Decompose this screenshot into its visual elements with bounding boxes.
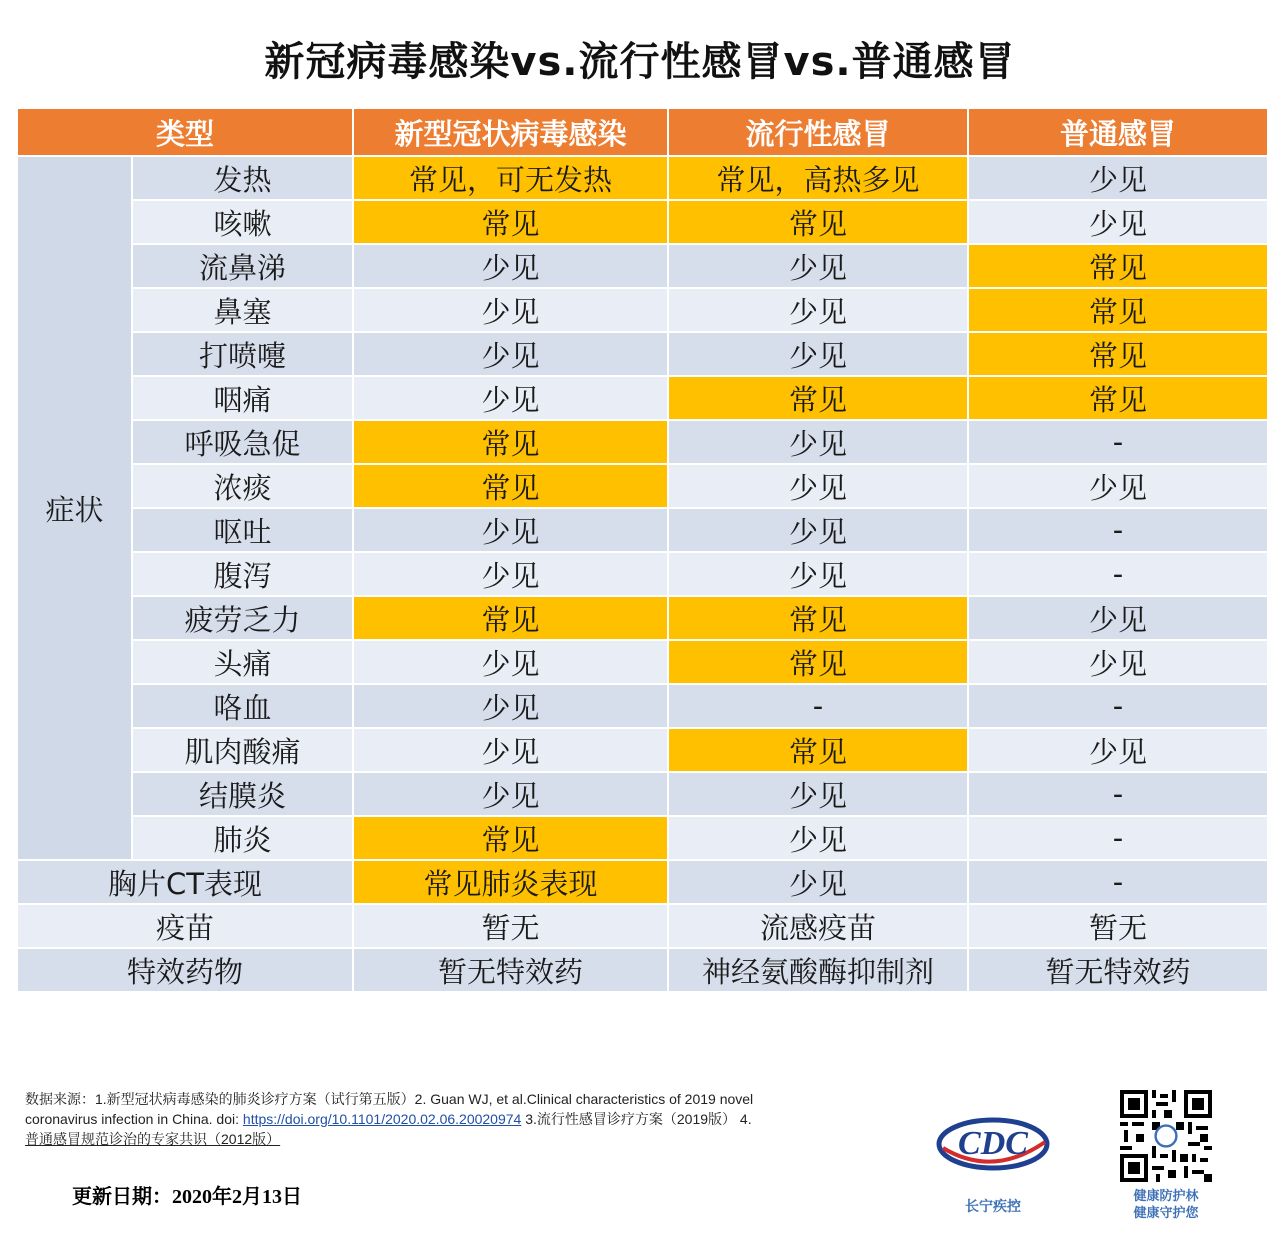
cell-c1: 少见 (353, 244, 668, 288)
table-row (17, 464, 1268, 508)
cell-c2: 少见 (668, 420, 968, 464)
table-row (17, 904, 1268, 948)
table-row (17, 684, 1268, 728)
row-label: 咳嗽 (132, 200, 353, 244)
header-covid: 新型冠状病毒感染 (353, 108, 668, 156)
cell-c1: 常见 (353, 420, 668, 464)
table-row (17, 332, 1268, 376)
cell-c2: 常见 (668, 200, 968, 244)
page-title: 新冠病毒感染vs.流行性感冒vs.普通感冒 (264, 39, 1016, 85)
cell-c3: 暂无特效药 (968, 948, 1268, 992)
symptom-group-label: 症状 (17, 156, 132, 860)
row-label: 发热 (132, 156, 353, 200)
row-label: 鼻塞 (132, 288, 353, 332)
row-label: 腹泻 (132, 552, 353, 596)
row-label: 咽痛 (132, 376, 353, 420)
cell-c2: 常见，高热多见 (668, 156, 968, 200)
cell-c3: 少见 (968, 728, 1268, 772)
cell-c3: 少见 (968, 640, 1268, 684)
cell-c2: 少见 (668, 508, 968, 552)
row-label: 疫苗 (17, 904, 353, 948)
cell-c1: 少见 (353, 684, 668, 728)
row-label: 肌肉酸痛 (132, 728, 353, 772)
cell-c2: 少见 (668, 244, 968, 288)
cell-c2: 少见 (668, 816, 968, 860)
cell-c3: 常见 (968, 288, 1268, 332)
svg-text:CDC: CDC (958, 1125, 1028, 1162)
row-label: 咯血 (132, 684, 353, 728)
table-row (17, 376, 1268, 420)
cell-c1: 少见 (353, 772, 668, 816)
cell-c2: 少见 (668, 772, 968, 816)
cell-c2: 少见 (668, 332, 968, 376)
table-row (17, 244, 1268, 288)
cell-c3: - (968, 420, 1268, 464)
cell-c2: 常见 (668, 728, 968, 772)
cdc-logo-icon (935, 1108, 1051, 1178)
qr-caption-line-2: 健康守护您 (1133, 1206, 1199, 1221)
row-label: 呼吸急促 (132, 420, 353, 464)
cell-c3: 常见 (968, 376, 1268, 420)
cell-c3: 常见 (968, 244, 1268, 288)
comparison-table (16, 107, 1269, 993)
table-row (17, 772, 1268, 816)
table-row (17, 640, 1268, 684)
qr-code-icon[interactable] (1120, 1090, 1212, 1182)
logo-caption: 长宁疾控 (965, 1199, 1021, 1215)
cell-c1: 少见 (353, 508, 668, 552)
cell-c3: 暂无 (968, 904, 1268, 948)
cell-c3: 常见 (968, 332, 1268, 376)
row-label: 头痛 (132, 640, 353, 684)
row-label: 疲劳乏力 (132, 596, 353, 640)
cell-c3: 少见 (968, 596, 1268, 640)
cell-c3: - (968, 816, 1268, 860)
table-row (17, 288, 1268, 332)
cell-c2: 常见 (668, 376, 968, 420)
notes-text-1: 数据来源：1.新型冠状病毒感染的肺炎诊疗方案（试行第五版）2. Guan WJ, et al.Clinical characteristics of 2019 novel coronavirus infection in China. doi: (25, 1091, 754, 1127)
table-row (17, 200, 1268, 244)
table-row (17, 156, 1268, 200)
cell-c2: 少见 (668, 464, 968, 508)
cell-c1: 暂无 (353, 904, 668, 948)
notes-text-2: 3.流行性感冒诊疗方案（2019版） 4. (521, 1111, 752, 1127)
row-label: 流鼻涕 (132, 244, 353, 288)
table-row (17, 596, 1268, 640)
cell-c1: 常见 (353, 200, 668, 244)
table-row (17, 508, 1268, 552)
table-row (17, 948, 1268, 992)
cell-c1: 少见 (353, 332, 668, 376)
header-cold: 普通感冒 (968, 108, 1268, 156)
cell-c1: 暂无特效药 (353, 948, 668, 992)
cell-c2: 神经氨酸酶抑制剂 (668, 948, 968, 992)
cell-c1: 少见 (353, 376, 668, 420)
cell-c3: - (968, 508, 1268, 552)
cell-c3: - (968, 684, 1268, 728)
cell-c2: 常见 (668, 640, 968, 684)
header-type: 类型 (17, 108, 353, 156)
cell-c1: 少见 (353, 552, 668, 596)
table-row (17, 728, 1268, 772)
table-header-row (17, 108, 1268, 156)
cell-c2: 少见 (668, 288, 968, 332)
cell-c3: - (968, 772, 1268, 816)
cell-c1: 常见 (353, 464, 668, 508)
cell-c3: 少见 (968, 156, 1268, 200)
cell-c2: 流感疫苗 (668, 904, 968, 948)
cell-c1: 少见 (353, 640, 668, 684)
notes-underlined: 普通感冒规范诊治 (25, 1131, 137, 1147)
cell-c3: - (968, 552, 1268, 596)
cell-c2: 少见 (668, 860, 968, 904)
cell-c1: 常见，可无发热 (353, 156, 668, 200)
cell-c3: 少见 (968, 200, 1268, 244)
row-label: 特效药物 (17, 948, 353, 992)
cell-c3: - (968, 860, 1268, 904)
header-flu: 流行性感冒 (668, 108, 968, 156)
table-row (17, 860, 1268, 904)
update-date: 更新日期：2020年2月13日 (72, 1186, 302, 1208)
source-notes (25, 1089, 765, 1149)
qr-caption (1110, 1188, 1222, 1222)
table-body (17, 156, 1268, 992)
table-row (17, 552, 1268, 596)
table-row (17, 816, 1268, 860)
cell-c2: - (668, 684, 968, 728)
cell-c1: 少见 (353, 728, 668, 772)
row-label: 结膜炎 (132, 772, 353, 816)
table-row (17, 420, 1268, 464)
row-label: 呕吐 (132, 508, 353, 552)
notes-text-3: 的专家共识（2012版） (137, 1131, 281, 1147)
row-label: 浓痰 (132, 464, 353, 508)
row-label: 胸片CT表现 (17, 860, 353, 904)
row-label: 肺炎 (132, 816, 353, 860)
cell-c3: 少见 (968, 464, 1268, 508)
cell-c1: 少见 (353, 288, 668, 332)
cell-c1: 常见 (353, 596, 668, 640)
doi-link[interactable]: https://doi.org/10.1101/2020.02.06.20020974 (242, 1111, 522, 1127)
cell-c2: 常见 (668, 596, 968, 640)
cell-c2: 少见 (668, 552, 968, 596)
qr-caption-line-1: 健康防护林 (1133, 1189, 1199, 1204)
cell-c1: 常见 (353, 816, 668, 860)
row-label: 打喷嚏 (132, 332, 353, 376)
cell-c1: 常见肺炎表现 (353, 860, 668, 904)
